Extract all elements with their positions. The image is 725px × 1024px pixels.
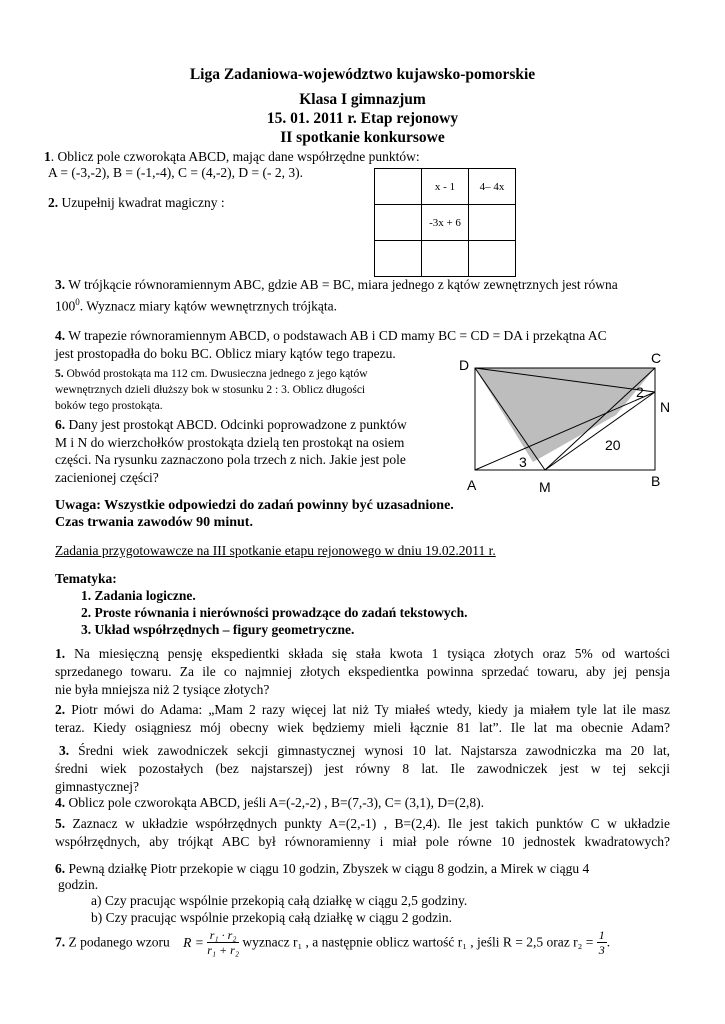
- label-b: B: [651, 473, 661, 489]
- note-justify: Uwaga: Wszystkie odpowiedzi do zadań powinny być uzasadnione.: [55, 498, 454, 513]
- label-m: M: [539, 479, 551, 495]
- formula-fraction: $\frac{\text{r₁ · r₂}}{\text{r₁ + r₂}}$: [207, 928, 239, 957]
- prep-task-5: 5. Zaznacz w układzie współrzędnych punkty A=(2,-1) , B=(2,4). Ile jest takich punktów C w układzie współrzędnych, aby trójkąt ABC był równoramienny i miał pole równe 10 jednostek kwadratowych?: [55, 816, 670, 849]
- prep-task-6-line-1: 6. Pewną działkę Piotr przekopie w ciągu 10 godzin, Zbyszek w ciągu 8 godzin, a Mirek w ciągu 4: [55, 861, 590, 876]
- task-1-text: . Oblicz pole czworokąta ABCD, mając dane współrzędne punktów:: [50, 149, 420, 164]
- shaded-region: [475, 368, 655, 462]
- prep-task-7: 7. Z podanego wzoru R = $\frac{\text{r₁ · r₂}}{\text{r₁ + r₂}}$ wyznacz r₁ , a następnie oblicz wartość r₁ , jeśli R = 2,5 oraz r₂ = $\frac{1}{3}$.: [55, 928, 611, 957]
- task-2-number: 2.: [48, 195, 59, 210]
- date-stage: 15. 01. 2011 r. Etap rejonowy: [266, 110, 459, 127]
- prep-task-3: 3. Średni wiek zawodniczek sekcji gimnastycznej wynosi 10 lat. Najstarsza zawodniczka ma 20 lat, średni wiek pozostałych (bez najstarszej) jest równy 8 lat. Ile zawodniczek jest w tej sekcji gimnastycznej?: [55, 743, 670, 794]
- task-1: [44, 148, 420, 165]
- label-d: D: [459, 357, 470, 373]
- task-3-number: 3.: [55, 277, 66, 292]
- magic-cell: [375, 241, 422, 277]
- r2-fraction: $\frac{1}{3}$: [598, 928, 605, 957]
- topic-item: 1. Zadania logiczne.: [81, 588, 196, 603]
- prep-task-2: 2. Piotr mówi do Adama: „Mam 2 razy więcej lat niż Ty miałeś wtedy, kiedy ja miałem tyle lat ile masz teraz. Kiedy osiągniesz mój obecny wiek będziemy mieli łącznie 81 lat”. Ile lat ma obecnie Adam?: [55, 702, 670, 735]
- prep-task-6-line-2: godzin.: [58, 877, 99, 892]
- magic-cell: [469, 241, 516, 277]
- task-2-text: Uzupełnij kwadrat magiczny :: [58, 195, 225, 210]
- magic-cell: [375, 169, 422, 205]
- prep-task-4: 4. Oblicz pole czworokąta ABCD, jeśli A=(-2,-2) , B=(7,-3), C= (3,1), D=(2,8).: [55, 795, 484, 810]
- task-5-number: 5.: [55, 368, 64, 380]
- task-4-number: 4.: [55, 328, 66, 343]
- prep-task-6-a: a) Czy pracując wspólnie przekopią całą działkę w ciągu 2,5 godziny.: [91, 893, 468, 908]
- topics-label: Tematyka:: [55, 571, 117, 586]
- area-3: 3: [519, 454, 527, 470]
- task-6-number: 6.: [55, 417, 66, 432]
- topic-item: 3. Układ współrzędnych – figury geometryczne.: [81, 622, 355, 637]
- magic-cell: -3x + 6: [422, 205, 469, 241]
- rectangle-figure: [455, 352, 675, 497]
- magic-cell: [375, 205, 422, 241]
- task-1-coords: A = (-3,-2), B = (-1,-4), C = (4,-2), D = (- 2, 3).: [48, 165, 304, 180]
- prep-task-1: 1. Na miesięczną pensję ekspedientki składa się stała kwota 1 tysiąca złotych oraz 5% od wartości sprzedanego towaru. Za ile co najmniej złotych ekspedientka powinna sprzedać towaru, aby jej pensja nie była mniejsza niż 2 tysiące złotych?: [55, 646, 670, 697]
- task-5: 5. Obwód prostokąta ma 112 cm. Dwusieczna jednego z jego kątów wewnętrznych dzieli dłuższy bok w stosunku 2 : 3. Oblicz długości boków tego prostokąta.: [55, 368, 368, 412]
- task-3-line-2: $100^0$. Wyznacz miary kątów wewnętrznych trójkąta.: [55, 297, 337, 314]
- magic-cell: [422, 241, 469, 277]
- prep-task-6-b: b) Czy pracując wspólnie przekopią całą działkę w ciągu 2 godzin.: [91, 910, 452, 925]
- prep-heading: Zadania przygotowawcze na III spotkanie etapu rejonowego w dniu 19.02.2011 r.: [55, 543, 496, 558]
- class-label: Klasa I gimnazjum: [299, 91, 426, 108]
- task-4-line-1: 4. W trapezie równoramiennym ABCD, o podstawach AB i CD mamy BC = CD = DA i przekątna AC: [55, 328, 607, 343]
- task-6: 6. Dany jest prostokąt ABCD. Odcinki poprowadzone z punktów M i N do wierzchołków prostokąta dzielą ten prostokąt na osiem części. Na rysunku zaznaczono pola trzech z nich. Jakie jest pole zacienionej części?: [55, 417, 407, 485]
- task-4-line-2: jest prostopadła do boku BC. Oblicz miary kątów tego trapezu.: [55, 346, 396, 361]
- magic-square: [374, 168, 516, 277]
- area-20: 20: [605, 437, 621, 453]
- label-c: C: [651, 352, 662, 366]
- page-title: Liga Zadaniowa-województwo kujawsko-pomorskie: [189, 66, 536, 83]
- task-3-line-1: 3. W trójkącie równoramiennym ABC, gdzie AB = BC, miara jednego z kątów zewnętrznych jest równa: [55, 277, 618, 292]
- note-time: Czas trwania zawodów 90 minut.: [55, 515, 253, 530]
- area-2: 2: [636, 384, 644, 400]
- meeting-label: II spotkanie konkursowe: [280, 129, 445, 146]
- topic-item: 2. Proste równania i nierówności prowadzące do zadań tekstowych.: [81, 605, 468, 620]
- label-n: N: [660, 399, 671, 415]
- label-a: A: [467, 477, 477, 493]
- magic-cell: 4– 4x: [469, 169, 516, 205]
- task-1-number: 1: [44, 149, 51, 164]
- task-2: [48, 195, 225, 211]
- magic-cell: x - 1: [422, 169, 469, 205]
- topics-list: [81, 587, 468, 638]
- magic-cell: [469, 205, 516, 241]
